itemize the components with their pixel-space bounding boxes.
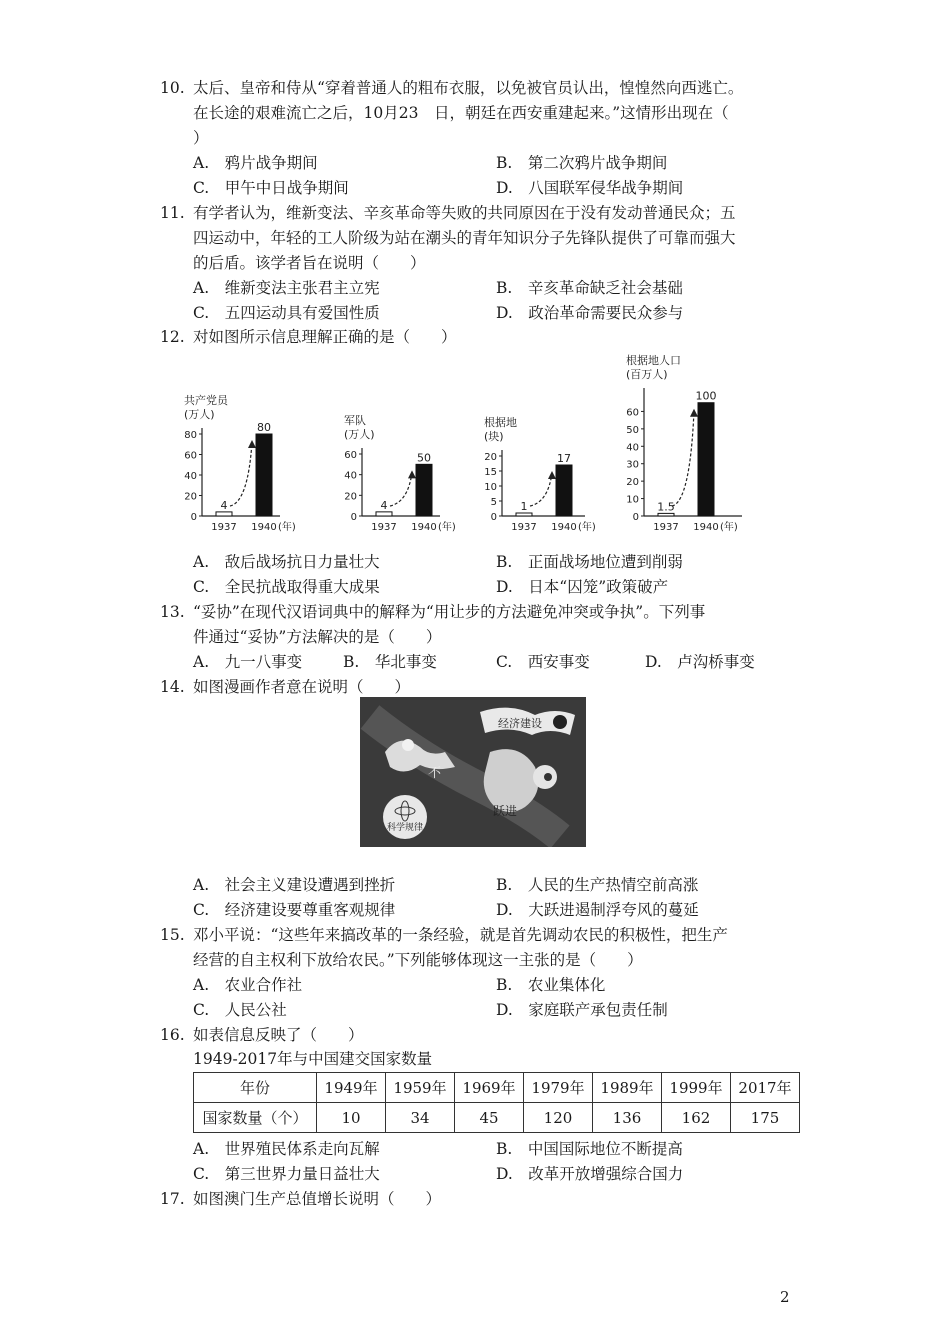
y-tick-label: 60 — [184, 450, 197, 462]
question-text: 邓小平说：“这些年来搞改革的一条经验，就是首先调动农民的积极性，把生产 — [193, 926, 728, 944]
table-header-cell: 2017年 — [731, 1073, 800, 1103]
x-tick-label: 1940 — [251, 522, 277, 533]
x-tick-label: 1937 — [371, 522, 397, 533]
bar-chart-party-members — [176, 390, 326, 540]
question-text: 如图澳门生产总值增长说明（ ） — [193, 1190, 442, 1208]
x-unit: (年) — [578, 522, 596, 533]
option-b[interactable]: B. 人民的生产热情空前高涨 — [496, 876, 699, 894]
bar-1940 — [256, 434, 272, 516]
bar-chart-base-population — [618, 350, 788, 540]
y-tick-label: 10 — [626, 494, 639, 506]
option-c[interactable]: C. 西安事变 — [496, 653, 590, 671]
arrow-head — [248, 440, 256, 448]
question-text: 有学者认为，维新变法、辛亥革命等失败的共同原因在于没有发动普通民众；五 — [193, 204, 736, 222]
question-number: 17. — [160, 1190, 185, 1208]
bar-1940 — [556, 465, 572, 516]
bar-1940 — [698, 403, 714, 516]
arrow-head — [548, 471, 556, 479]
table-header-cell: 年份 — [194, 1073, 317, 1103]
option-a[interactable]: A. 社会主义建设遭遇到挫折 — [193, 876, 396, 894]
data-label: 4 — [220, 498, 228, 512]
table-header-cell: 1959年 — [386, 1073, 455, 1103]
label-yuejin: 跃进 — [493, 804, 518, 818]
question-text: 经营的自主权利下放给农民。”下列能够体现这一主张的是（ ） — [193, 951, 643, 969]
chart-unit: (百万人) — [626, 368, 668, 381]
data-label: 4 — [380, 498, 388, 512]
option-d[interactable]: D. 改革开放增强综合国力 — [496, 1165, 684, 1183]
chart-title: 根据地 — [484, 416, 517, 429]
table-header-cell: 1969年 — [455, 1073, 524, 1103]
table-cell: 10 — [317, 1103, 386, 1133]
y-tick-label: 15 — [484, 467, 497, 478]
option-d[interactable]: D. 八国联军侵华战争期间 — [496, 179, 684, 197]
option-c[interactable]: C. 经济建设要尊重客观规律 — [193, 901, 396, 919]
y-tick-label: 60 — [626, 407, 639, 419]
x-unit: (年) — [278, 522, 296, 533]
y-tick-label: 0 — [190, 512, 197, 523]
option-a[interactable]: A. 鸦片战争期间 — [193, 154, 318, 172]
question-text: 如图漫画作者意在说明（ ） — [193, 678, 411, 696]
option-a[interactable]: A. 九一八事变 — [193, 653, 303, 671]
question-text: 对如图所示信息理解正确的是（ ） — [193, 328, 457, 346]
chart-unit: (块) — [484, 430, 504, 443]
label-kexue: 科学规律 — [386, 823, 424, 833]
option-c[interactable]: C. 第三世界力量日益壮大 — [193, 1165, 380, 1183]
question-text: 件通过“妥协”方法解决的是（ ） — [193, 628, 442, 646]
y-tick-label: 0 — [632, 512, 639, 523]
bar-1937 — [516, 513, 532, 516]
arrow-head — [690, 409, 698, 417]
table-header-cell: 1979年 — [524, 1073, 593, 1103]
x-tick-label: 1937 — [511, 522, 537, 533]
question-number: 12. — [160, 328, 185, 346]
bar-chart-army — [336, 410, 486, 540]
data-label: 1 — [520, 500, 528, 513]
growth-arrow — [672, 411, 694, 506]
banner-label: 经济建设 — [498, 717, 542, 730]
y-tick-label: 30 — [626, 459, 639, 471]
option-b[interactable]: B. 辛亥革命缺乏社会基础 — [496, 279, 683, 297]
table-cell: 34 — [386, 1103, 455, 1133]
option-b[interactable]: B. 农业集体化 — [496, 976, 606, 994]
option-d[interactable]: D. 政治革命需要民众参与 — [496, 304, 684, 322]
question-text: “妥协”在现代汉语词典中的解释为“用让步的方法避免冲突或争执”。下列事 — [193, 603, 706, 621]
x-tick-label: 1940 — [551, 522, 577, 533]
question-text: 四运动中，年轻的工人阶级为站在潮头的青年知识分子先锋队提供了可靠而强大 — [193, 229, 736, 247]
bar-chart-base-areas — [476, 412, 631, 540]
table-header-cell: 1949年 — [317, 1073, 386, 1103]
option-c[interactable]: C. 甲午中日战争期间 — [193, 179, 349, 197]
question-number: 11. — [160, 204, 185, 222]
question-text: 如表信息反映了（ ） — [193, 1026, 364, 1044]
option-a[interactable]: A. 敌后战场抗日力量壮大 — [193, 553, 380, 571]
x-unit: (年) — [438, 522, 456, 533]
option-a[interactable]: A. 世界殖民体系走向瓦解 — [193, 1140, 380, 1158]
table-header-cell: 1989年 — [593, 1073, 662, 1103]
data-label: 17 — [557, 452, 571, 465]
page-number: 2 — [780, 1288, 790, 1306]
y-tick-label: 40 — [184, 471, 197, 482]
label-bu: 不 — [428, 766, 442, 781]
y-tick-label: 10 — [484, 482, 497, 493]
option-d[interactable]: D. 大跃进遏制浮夸风的蔓延 — [496, 901, 699, 919]
question-number: 16. — [160, 1026, 185, 1044]
bar-1937 — [658, 513, 674, 516]
option-d[interactable]: D. 日本“囚笼”政策破产 — [496, 578, 669, 596]
option-c[interactable]: C. 五四运动具有爱国性质 — [193, 304, 380, 322]
chart-title: 军队 — [344, 414, 366, 427]
x-tick-label: 1940 — [411, 522, 437, 533]
option-b[interactable]: B. 华北事变 — [343, 653, 437, 671]
option-b[interactable]: B. 正面战场地位遭到削弱 — [496, 553, 683, 571]
chart-title: 共产党员 — [184, 394, 228, 407]
x-unit: (年) — [720, 522, 738, 533]
option-a[interactable]: A. 农业合作社 — [193, 976, 303, 994]
question-number: 14. — [160, 678, 185, 696]
y-tick-label: 0 — [350, 512, 357, 523]
x-tick-label: 1937 — [211, 522, 237, 533]
data-label: 1.5 — [657, 500, 675, 514]
bar-1937 — [376, 512, 392, 516]
table-cell: 国家数量（个） — [194, 1103, 317, 1133]
table-cell: 45 — [455, 1103, 524, 1133]
option-b[interactable]: B. 中国国际地位不断提高 — [496, 1140, 683, 1158]
bar-1937 — [216, 512, 232, 516]
y-tick-label: 0 — [490, 512, 497, 523]
bar-1940 — [416, 464, 432, 516]
y-tick-label: 20 — [626, 477, 639, 489]
y-tick-label: 40 — [344, 470, 357, 482]
data-label: 50 — [417, 451, 431, 465]
table-cell: 162 — [662, 1103, 731, 1133]
question-number: 13. — [160, 603, 185, 621]
chart-title: 根据地人口 — [626, 354, 681, 367]
y-tick-label: 40 — [626, 442, 639, 454]
option-d[interactable]: D. 家庭联产承包责任制 — [496, 1001, 668, 1019]
question-text: 的后盾。该学者旨在说明（ ） — [193, 254, 426, 272]
table-row — [194, 1103, 800, 1133]
question-number: 10. — [160, 79, 185, 97]
data-label: 100 — [695, 389, 717, 403]
option-c[interactable]: C. 全民抗战取得重大成果 — [193, 578, 380, 596]
y-tick-label: 80 — [184, 430, 197, 441]
question-text: ） — [193, 129, 209, 147]
growth-arrow — [230, 442, 252, 506]
arrow-head — [408, 470, 416, 478]
y-tick-label: 20 — [484, 452, 497, 463]
y-tick-label: 50 — [626, 424, 639, 436]
table-row — [194, 1073, 800, 1103]
table-cell: 136 — [593, 1103, 662, 1133]
question-number: 15. — [160, 926, 185, 944]
x-tick-label: 1940 — [693, 522, 719, 533]
option-d[interactable]: D. 卢沟桥事变 — [645, 653, 755, 671]
table-cell: 175 — [731, 1103, 800, 1133]
table-header-cell: 1999年 — [662, 1073, 731, 1103]
option-c[interactable]: C. 人民公社 — [193, 1001, 287, 1019]
table-caption: 1949-2017年与中国建交国家数量 — [193, 1050, 433, 1068]
y-tick-label: 60 — [344, 450, 357, 461]
question-text: 在长途的艰难流亡之后，10月23 日，朝廷在西安重建起来。”这情形出现在（ — [193, 104, 729, 122]
cartoon-image — [360, 697, 586, 847]
table-cell: 120 — [524, 1103, 593, 1133]
chart-unit: (万人) — [344, 428, 375, 441]
y-tick-label: 20 — [344, 491, 357, 503]
option-b[interactable]: B. 第二次鸦片战争期间 — [496, 154, 668, 172]
y-tick-label: 20 — [184, 491, 197, 503]
question-text: 太后、皇帝和侍从“穿着普通人的粗布衣服，以免被官员认出，惶惶然向西逃亡。 — [193, 79, 744, 97]
y-tick-label: 5 — [490, 497, 497, 508]
x-tick-label: 1937 — [653, 522, 679, 533]
chart-unit: (万人) — [184, 408, 215, 421]
countries-table — [193, 1072, 800, 1133]
option-a[interactable]: A. 维新变法主张君主立宪 — [193, 279, 380, 297]
data-label: 80 — [257, 421, 271, 434]
